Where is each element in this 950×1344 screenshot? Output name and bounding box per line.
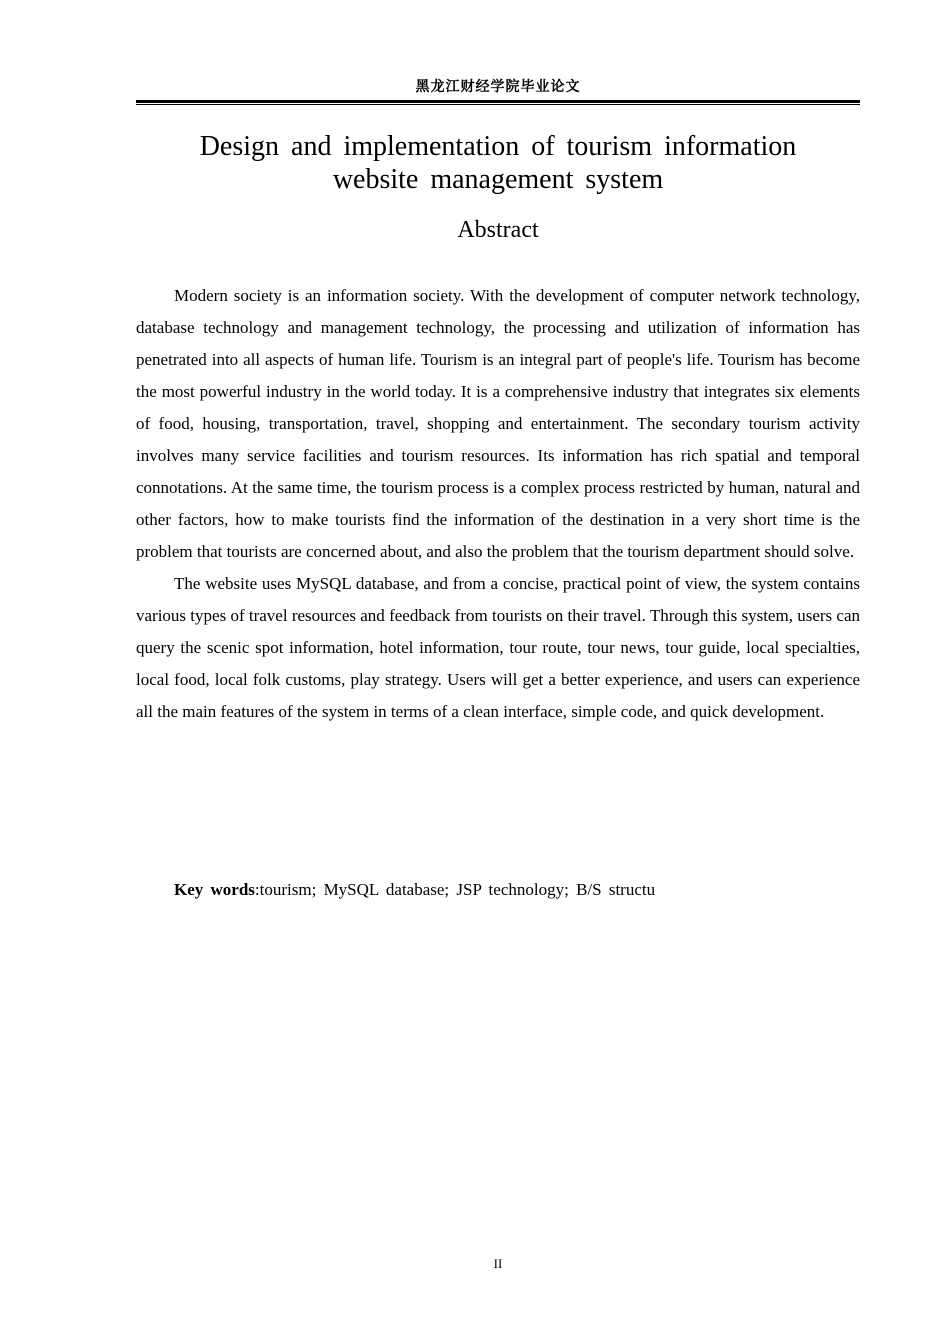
keywords-label: Key words — [174, 880, 255, 899]
keywords-text: :tourism; MySQL database; JSP technology; B/S structu — [254, 880, 656, 899]
abstract-paragraph-2: The website uses MySQL database, and from a concise, practical point of view, the system contains various types of travel resources and feedback from tourists on their travel. Through this system, users can query the scenic spot information, hotel information, tour route, tour news, tour guide, local specialties, local food, local folk customs, play strategy. Users will get a better experience, and users can experience all the main features of the system in terms of a clean interface, simple code, and quick development. — [136, 574, 860, 721]
abstract-paragraph-1: Modern society is an information society. With the development of computer network technology, database technology and management technology, the processing and utilization of information has penetrated into all aspects of human life. Tourism is an integral part of people's life. Tourism has become the most powerful industry in the world today. It is a comprehensive industry that integrates six elements of food, housing, transportation, travel, shopping and entertainment. The secondary tourism activity involves many service facilities and tourism resources. Its information has rich spatial and temporal connotations. At the same time, the tourism process is a complex process restricted by human, natural and other factors, how to make tourists find the information of the destination in a very short time is the problem that tourists are concerned about, and also the problem that the tourism department should solve. — [136, 286, 860, 561]
keywords-line — [136, 874, 860, 906]
running-header: 黑龙江财经学院毕业论文 — [415, 79, 581, 95]
document-title — [136, 130, 860, 196]
title-line-2: website management system — [332, 164, 664, 195]
header-rule-thin — [136, 104, 860, 105]
page-number: II — [493, 1256, 503, 1271]
abstract-body — [136, 280, 860, 728]
abstract-heading: Abstract — [457, 217, 539, 243]
header-rule-thick — [136, 100, 860, 103]
title-line-1: Design and implementation of tourism information — [199, 131, 797, 162]
